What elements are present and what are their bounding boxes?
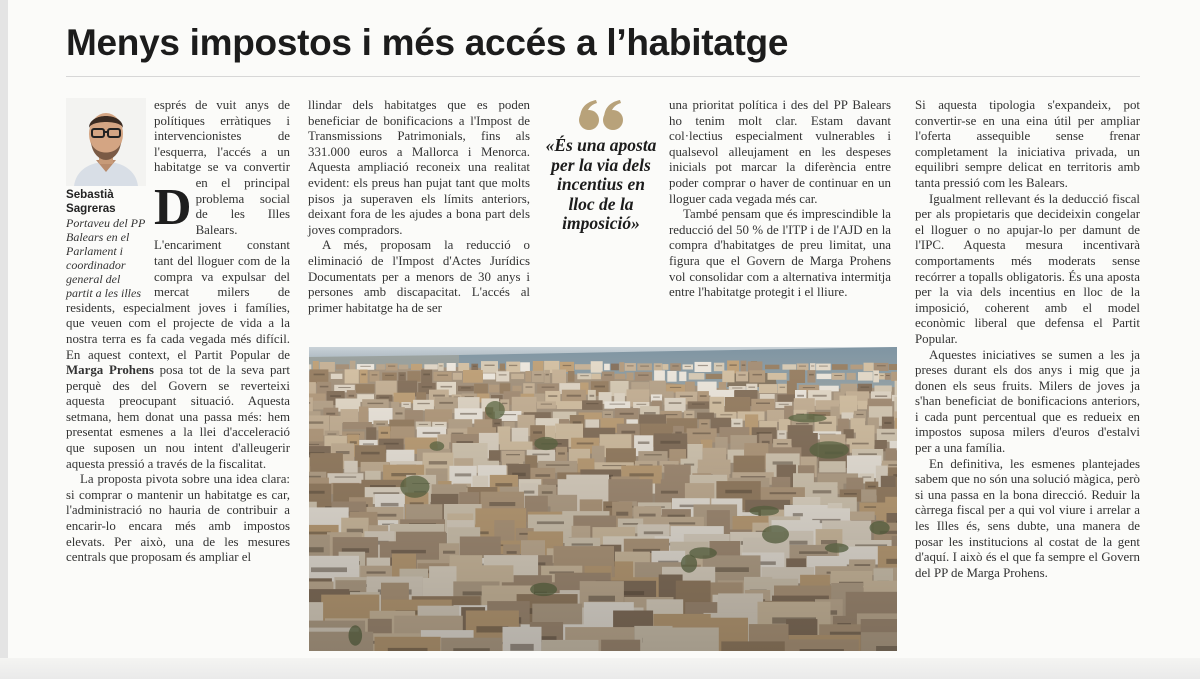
dropcap: D: [154, 179, 192, 236]
column-4: [669, 98, 891, 301]
col4-paragraph-1: una prioritat política i des del PP Balears ho tenim molt clar. Estam davant col·lectius especialment vulnerables i qualsevol alleujament en les despeses inicials pot marcar la diferència entre poder comprar o haver de continuar en un lloguer cada vegada més car.: [669, 98, 891, 206]
double-quote-icon: [571, 98, 631, 132]
col2-paragraph-1: llindar dels habitatges que es poden beneficiar de bonificacions a l'Impost de Transmissions Patrimonials, fins als 331.000 euros a Mallorca i Menorca. Aquesta ampliació reconeix una realitat evident: els preus han pujat tant que molts pisos ja superaven els límits anteriors, deixant fora de les ajudes a bona part dels joves compradors.: [308, 98, 530, 237]
column-5: [915, 98, 1140, 581]
col2-paragraph-2: A més, proposam la reducció o eliminació de l'Impost d'Actes Jurídics Documentats per a menors de 30 anys i persones amb discapacitat. L'accés al primer habitatge ha de ser: [308, 238, 530, 315]
author-photo: [66, 98, 146, 186]
headline: Menys impostos i més accés a l’habitatge: [66, 22, 789, 63]
headline-rule: [66, 76, 1140, 77]
author-name-line1: Sebastià: [66, 188, 114, 201]
bold-name: Marga Prohens: [66, 363, 154, 378]
author-info: [66, 188, 146, 300]
col5-paragraph-3: Aquestes iniciatives se sumen a les ja preses durant els dos anys i mig que ja donen els seus fruits. Milers de joves ja s'han beneficiat de bonificacions anteriors, i cada punt percentual que es redueix en impostos suposa milers d'euros d'estalvi per a una família.: [915, 347, 1140, 456]
page-edge: [0, 0, 8, 679]
col1-paragraph-2: La proposta pivota sobre una idea clara: si comprar o mantenir un habitatge es car, l'administració no hauria de contribuir a encarir-lo encara més amb impostos elevats. Per això, una de les mesures centrals que proposam és ampliar el: [66, 472, 290, 565]
col5-paragraph-1: Si aquesta tipologia s'expandeix, pot convertir-se en una eina útil per ampliar l'oferta assequible sense frenar completament la iniciativa privada, un equilibri sempre delicat en territoris amb tanta pressió com les Balears.: [915, 98, 1140, 190]
column-2: [308, 98, 530, 316]
pull-quote: [542, 98, 660, 234]
pull-quote-text: «És una aposta per la via dels incentius en lloc de la imposició»: [545, 135, 657, 233]
city-aerial-photo: [309, 347, 897, 651]
col4-paragraph-2: També pensam que és imprescindible la reducció del 50 % de l'ITP i de l'AJD en la compra d'habitatges de preu limitat, una figura que el Govern de Marga Prohens vol consolidar com a alternativa intermitja entre l'habitatge protegit i el lliure.: [669, 207, 891, 300]
col5-paragraph-2: Igualment rellevant és la deducció fiscal per als propietaris que decideixin congelar el lloguer o no apujar-lo per damunt de l'IPC. Aquesta mesura incentivarà comportaments més moderats sense recórrer a topalls obligatoris. És una aposta per la via dels incentius en lloc de la imposició, coherent amb el model econòmic liberal que defensa el Partit Popular.: [915, 191, 1140, 346]
author-name-line2: Sagreras: [66, 202, 116, 215]
col1-paragraph-1: D esprés de vuit anys de polítiques erràtiques i intervencionistes de l'esquerra, l'accés a un habitatge se va convertir en el principal problema social de les Illes Balears. L'encariment constant tant del lloguer com de la compra va expulsar del mercat milers de residents, especialment joves i famílies, que veuen com el projecte de vida a la nostra terra es fa cada vegada més difícil. En aquest context, el Partit Popular de Marga Prohens posa tot de la seva part perquè des del Govern se reverteixi aquesta preocupant situació. Aquesta setmana, hem donat una passa més: hem presentat esmenes a la llei d'acceleració que suposen un nou intent d'alleugerir aquesta pressió a través de la fiscalitat.: [66, 98, 290, 471]
page-shadow: [0, 658, 1200, 679]
col5-paragraph-4: En definitiva, les esmenes plantejades sabem que no són una solució màgica, però si una passa en la bona direcció. Reduir la càrrega fiscal per a qui vol viure i arrelar a les Illes és, sens dubte, una manera de posar les institucions al costat de la gent d'aquí. I això és el que fa sempre el Govern del PP de Marga Prohens.: [915, 456, 1140, 580]
column-1: [66, 98, 290, 566]
author-role: Portaveu del PP Balears en el Parlament i coordinador general del partit a les illes: [66, 216, 146, 300]
